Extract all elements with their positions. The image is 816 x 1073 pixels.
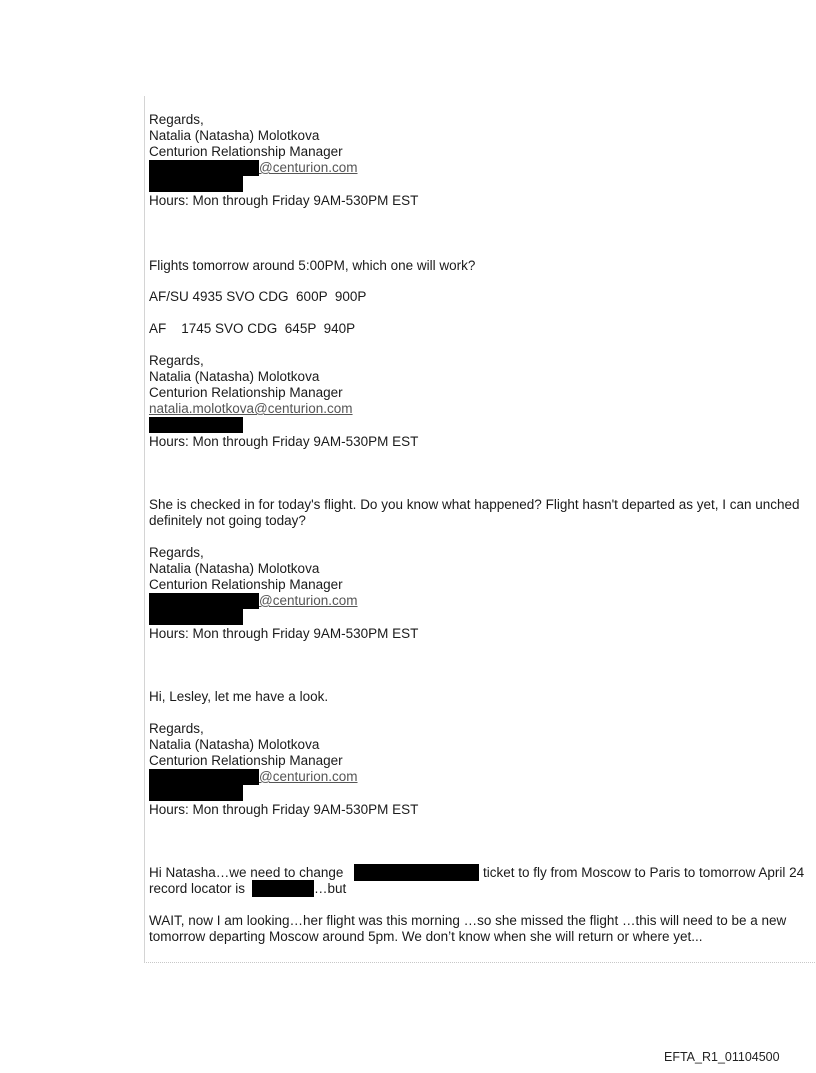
email-link[interactable]: natalia.molotkova@centurion.com: [149, 401, 353, 416]
message-line: Hi Natasha…we need to change: [149, 865, 344, 880]
email-link[interactable]: @centurion.com: [259, 593, 358, 608]
message-line: She is checked in for today's flight. Do you know what happened? Flight hasn't departed as yet, I can unched: [149, 497, 800, 512]
hours-text: Hours: Mon through Friday 9AM-530PM EST: [149, 193, 419, 208]
redaction-block: [149, 609, 243, 625]
message-line: Hi, Lesley, let me have a look.: [149, 689, 329, 704]
message-line: definitely not going today?: [149, 513, 306, 528]
sender-name: Natalia (Natasha) Molotkova: [149, 737, 320, 752]
flight-option: AF 1745 SVO CDG 645P 940P: [149, 321, 356, 336]
redaction-block: [149, 593, 259, 609]
redaction-block: [149, 176, 243, 192]
sender-title: Centurion Relationship Manager: [149, 577, 343, 592]
redaction-block: [354, 864, 479, 881]
sender-name: Natalia (Natasha) Molotkova: [149, 128, 320, 143]
redaction-block: [149, 769, 259, 785]
sender-title: Centurion Relationship Manager: [149, 753, 343, 768]
regards-text: Regards,: [149, 545, 204, 560]
document-id: EFTA_R1_01104500: [664, 1050, 780, 1064]
email-link[interactable]: @centurion.com: [259, 769, 358, 784]
redaction-block: [149, 160, 259, 176]
message-line: …but: [314, 881, 347, 896]
regards-text: Regards,: [149, 353, 204, 368]
regards-text: Regards,: [149, 112, 204, 127]
regards-text: Regards,: [149, 721, 204, 736]
message-line: ticket to fly from Moscow to Paris to tomorrow April 24: [483, 865, 805, 880]
hours-text: Hours: Mon through Friday 9AM-530PM EST: [149, 434, 419, 449]
sender-name: Natalia (Natasha) Molotkova: [149, 561, 320, 576]
sender-title: Centurion Relationship Manager: [149, 385, 343, 400]
hours-text: Hours: Mon through Friday 9AM-530PM EST: [149, 802, 419, 817]
message-line: Flights tomorrow around 5:00PM, which one will work?: [149, 258, 476, 273]
redaction-block: [149, 417, 243, 433]
hours-text: Hours: Mon through Friday 9AM-530PM EST: [149, 626, 419, 641]
redaction-block: [252, 880, 314, 897]
message-line: WAIT, now I am looking…her flight was this morning …so she missed the flight …this will need to be a new: [149, 913, 787, 928]
email-thread: [144, 96, 816, 963]
sender-title: Centurion Relationship Manager: [149, 144, 343, 159]
sender-name: Natalia (Natasha) Molotkova: [149, 369, 320, 384]
redaction-block: [149, 785, 243, 801]
message-line: tomorrow departing Moscow around 5pm. We don’t know when she will return or where yet...: [149, 929, 703, 944]
email-link[interactable]: @centurion.com: [259, 160, 358, 175]
flight-option: AF/SU 4935 SVO CDG 600P 900P: [149, 289, 367, 304]
message-line: record locator is: [149, 881, 246, 896]
